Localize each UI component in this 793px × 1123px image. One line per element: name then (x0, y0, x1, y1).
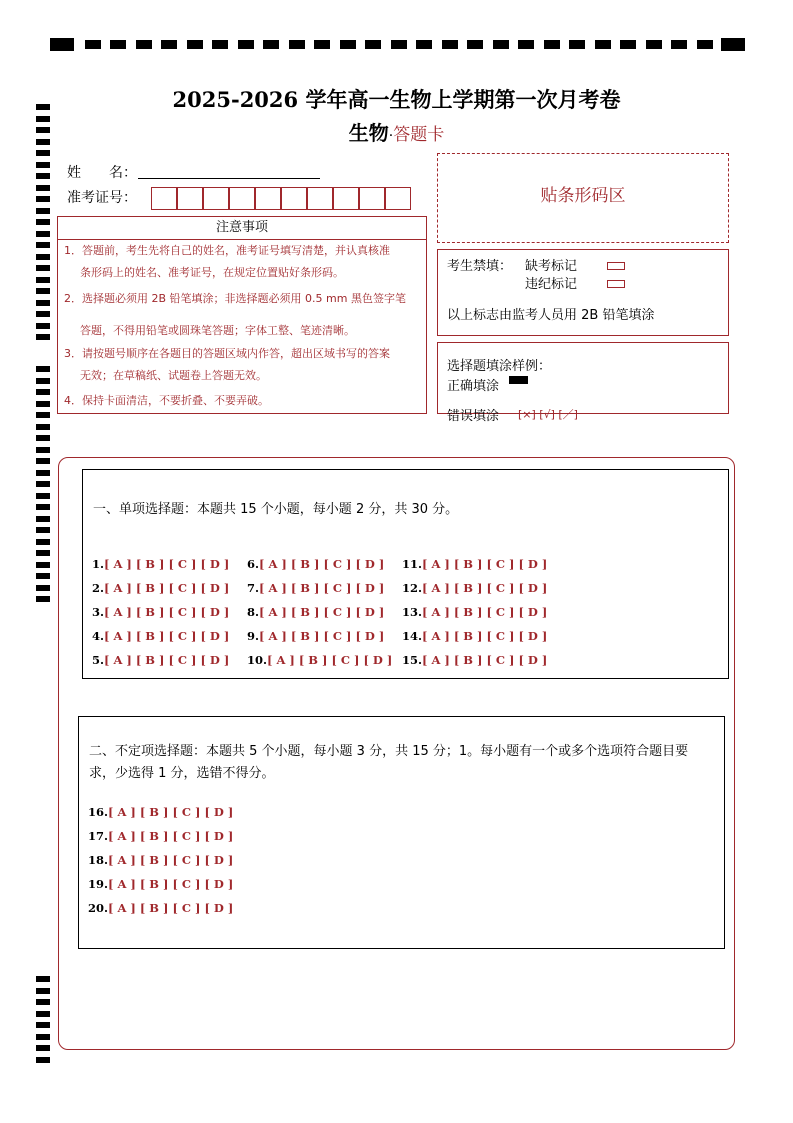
timing-mark (671, 40, 687, 49)
id-digit-cell[interactable] (359, 187, 385, 210)
answer-bubbles[interactable]: [ A ] [ B ] [ C ] [ D ] (259, 605, 385, 619)
question-options[interactable] (88, 853, 233, 867)
timing-mark (36, 196, 50, 202)
timing-mark (36, 412, 50, 418)
timing-mark (36, 493, 50, 499)
question-number: 4. (92, 629, 105, 643)
answer-bubbles[interactable]: [ A ] [ B ] [ C ] [ D ] (108, 853, 234, 867)
question-number: 10. (247, 653, 268, 667)
question-number: 8. (247, 605, 260, 619)
question-options[interactable] (247, 557, 384, 571)
question-options[interactable] (402, 653, 547, 667)
timing-mark (136, 40, 152, 49)
question-options[interactable] (88, 805, 233, 819)
timing-mark (36, 219, 50, 225)
question-options[interactable] (88, 877, 233, 891)
question-options[interactable] (88, 901, 233, 915)
proctor-marks-box (437, 249, 729, 336)
timing-mark (263, 40, 279, 49)
timing-mark (36, 173, 50, 179)
name-field[interactable] (138, 178, 320, 179)
timing-mark (110, 40, 126, 49)
timing-mark (36, 435, 50, 441)
timing-mark (544, 40, 560, 49)
section1-title: 一、单项选择题：本题共 15 个小题，每小题 2 分，共 30 分。 (93, 502, 459, 517)
notice-item: 答题，不得用铅笔或圆珠笔答题；字体工整、笔迹清晰。 (80, 324, 355, 337)
question-number: 16. (88, 805, 109, 819)
timing-mark (36, 389, 50, 395)
answer-bubbles[interactable]: [ A ] [ B ] [ C ] [ D ] (259, 557, 385, 571)
violation-mark-label: 违纪标记 (525, 277, 578, 292)
timing-mark (212, 40, 228, 49)
timing-mark (36, 277, 50, 283)
id-label: 准考证号： (67, 190, 137, 206)
timing-mark (161, 40, 177, 49)
timing-mark (36, 988, 50, 994)
question-number: 5. (92, 653, 105, 667)
timing-mark (442, 40, 458, 49)
notice-item: 4．保持卡面清洁，不要折叠、不要弄破。 (64, 394, 269, 407)
timing-mark (36, 458, 50, 464)
notice-heading: 注意事项 (58, 217, 426, 240)
question-number: 7. (247, 581, 260, 595)
question-number: 17. (88, 829, 109, 843)
absent-mark-label: 缺考标记 (525, 259, 578, 274)
answer-bubbles[interactable]: [ A ] [ B ] [ C ] [ D ] (108, 805, 234, 819)
timing-mark (36, 481, 50, 487)
absent-mark-box[interactable] (607, 262, 625, 270)
timing-mark (36, 401, 50, 407)
timing-mark (36, 323, 50, 329)
question-number: 2. (92, 581, 105, 595)
question-options[interactable] (402, 557, 547, 571)
violation-mark-box[interactable] (607, 280, 625, 288)
timing-mark (697, 40, 713, 49)
question-number: 19. (88, 877, 109, 891)
timing-mark (518, 40, 534, 49)
question-options[interactable] (247, 605, 384, 619)
timing-mark (85, 40, 101, 49)
answer-bubbles[interactable]: [ A ] [ B ] [ C ] [ D ] (267, 653, 393, 667)
notice-item: 1．答题前，考生先将自己的姓名，准考证号填写清楚，并认真核准 (64, 244, 390, 257)
question-number: 15. (402, 653, 423, 667)
answer-bubbles[interactable]: [ A ] [ B ] [ C ] [ D ] (104, 557, 230, 571)
page-title: 2025-2026 学年高一生物上学期第一次月考卷 (172, 87, 621, 112)
timing-mark (36, 550, 50, 556)
subtitle (0, 117, 793, 146)
notice-item: 无效；在草稿纸、试题卷上答题无效。 (80, 369, 267, 382)
question-options[interactable] (92, 605, 229, 619)
answer-bubbles[interactable]: [ A ] [ B ] [ C ] [ D ] (104, 653, 230, 667)
id-digit-cell[interactable] (203, 187, 229, 210)
timing-mark (36, 366, 50, 372)
barcode-area[interactable]: 贴条形码区 (437, 153, 729, 243)
subtitle-dot: · (388, 128, 394, 144)
timing-mark (340, 40, 356, 49)
question-number: 20. (88, 901, 109, 915)
question-options[interactable] (88, 829, 233, 843)
timing-mark (36, 504, 50, 510)
timing-mark (493, 40, 509, 49)
timing-mark (36, 311, 50, 317)
timing-mark (36, 976, 50, 982)
section-multi-choice (78, 716, 725, 949)
question-number: 11. (402, 557, 423, 571)
timing-mark (595, 40, 611, 49)
answer-bubbles[interactable]: [ A ] [ B ] [ C ] [ D ] (422, 581, 548, 595)
id-digit-cell[interactable] (281, 187, 307, 210)
answer-bubbles[interactable]: [ A ] [ B ] [ C ] [ D ] (422, 557, 548, 571)
card-label: 答题卡 (393, 125, 445, 145)
timing-mark (36, 208, 50, 214)
question-options[interactable] (402, 605, 547, 619)
question-options[interactable] (92, 629, 229, 643)
question-number: 9. (247, 629, 260, 643)
notice-item: 条形码上的姓名、准考证号，在规定位置贴好条形码。 (80, 266, 344, 279)
timing-mark (36, 596, 50, 602)
answer-bubbles[interactable]: [ A ] [ B ] [ C ] [ D ] (108, 901, 234, 915)
question-options[interactable] (402, 629, 547, 643)
timing-mark (36, 573, 50, 579)
timing-mark (36, 447, 50, 453)
question-options[interactable] (92, 653, 229, 667)
correct-fill-label: 正确填涂 (447, 379, 500, 394)
timing-mark (36, 254, 50, 260)
timing-mark (36, 527, 50, 533)
answer-bubbles[interactable]: [ A ] [ B ] [ C ] [ D ] (104, 605, 230, 619)
answer-bubbles[interactable]: [ A ] [ B ] [ C ] [ D ] (108, 829, 234, 843)
section2-title-line1: 二、不定项选择题：本题共 5 个小题，每小题 3 分，共 15 分；1。每小题有一个或多个选项符合题目要 (89, 744, 689, 759)
question-options[interactable] (247, 629, 384, 643)
id-digit-cell[interactable] (151, 187, 177, 210)
timing-mark (36, 150, 50, 156)
timing-mark (314, 40, 330, 49)
answer-bubbles[interactable]: [ A ] [ B ] [ C ] [ D ] (104, 581, 230, 595)
timing-mark (36, 516, 50, 522)
timing-mark (365, 40, 381, 49)
timing-mark (36, 562, 50, 568)
question-number: 12. (402, 581, 423, 595)
answer-bubbles[interactable]: [ A ] [ B ] [ C ] [ D ] (422, 653, 548, 667)
timing-mark (36, 585, 50, 591)
id-digit-cell[interactable] (255, 187, 281, 210)
timing-mark (36, 999, 50, 1005)
question-number: 3. (92, 605, 105, 619)
timing-mark (36, 424, 50, 430)
timing-mark (36, 1045, 50, 1051)
timing-mark (416, 40, 432, 49)
timing-mark (36, 300, 50, 306)
id-digit-cell[interactable] (229, 187, 255, 210)
question-options[interactable] (247, 581, 384, 595)
timing-mark (36, 1057, 50, 1063)
id-digit-cell[interactable] (385, 187, 411, 210)
id-digit-cell[interactable] (177, 187, 203, 210)
timing-mark (391, 40, 407, 49)
timing-mark (36, 378, 50, 384)
timing-mark (620, 40, 636, 49)
question-options[interactable] (92, 581, 229, 595)
id-digit-cell[interactable] (307, 187, 333, 210)
subject-name: 生物 (348, 121, 389, 145)
timing-mark (36, 470, 50, 476)
notice-item: 3．请按题号顺序在各题目的答题区域内作答，超出区域书写的答案 (64, 347, 390, 360)
notice-item: 2．选择题必须用 2B 铅笔填涂；非选择题必须用 0.5 mm 黑色签字笔 (64, 292, 406, 305)
answer-bubbles[interactable]: [ A ] [ B ] [ C ] [ D ] (104, 629, 230, 643)
timing-mark (569, 40, 585, 49)
answer-bubbles[interactable]: [ A ] [ B ] [ C ] [ D ] (259, 629, 385, 643)
proctor-note: 以上标志由监考人员用 2B 铅笔填涂 (447, 308, 655, 323)
wrong-fill-examples: [×] [√] [／] (518, 408, 578, 421)
answer-bubbles[interactable]: [ A ] [ B ] [ C ] [ D ] (108, 877, 234, 891)
fill-sample-box (437, 342, 729, 424)
timing-mark (36, 265, 50, 271)
question-number: 1. (92, 557, 105, 571)
timing-mark (36, 288, 50, 294)
timing-mark (36, 1022, 50, 1028)
question-number: 13. (402, 605, 423, 619)
timing-mark (50, 38, 74, 51)
wrong-fill-label: 错误填涂 (447, 409, 500, 424)
timing-mark (36, 162, 50, 168)
question-options[interactable] (92, 557, 229, 571)
forbidden-label: 考生禁填： (447, 259, 513, 274)
section-single-choice (82, 469, 729, 679)
timing-mark (721, 38, 745, 51)
timing-mark (36, 185, 50, 191)
name-label: 姓 名： (67, 165, 137, 181)
id-digit-cell[interactable] (333, 187, 359, 210)
answer-bubbles[interactable]: [ A ] [ B ] [ C ] [ D ] (259, 581, 385, 595)
question-options[interactable] (402, 581, 547, 595)
answer-bubbles[interactable]: [ A ] [ B ] [ C ] [ D ] (422, 629, 548, 643)
answer-bubbles[interactable]: [ A ] [ B ] [ C ] [ D ] (422, 605, 548, 619)
question-number: 18. (88, 853, 109, 867)
timing-mark (36, 334, 50, 340)
timing-mark (36, 231, 50, 237)
timing-mark (646, 40, 662, 49)
section2-title-line2: 求，少选得 1 分，选错不得分。 (89, 766, 275, 781)
correct-fill-example (509, 376, 528, 384)
timing-mark (36, 242, 50, 248)
timing-mark (289, 40, 305, 49)
timing-mark (36, 1011, 50, 1017)
fill-sample-label: 选择题填涂样例： (447, 359, 552, 374)
notice-box (57, 216, 427, 414)
timing-mark (467, 40, 483, 49)
timing-mark (187, 40, 203, 49)
timing-mark (36, 539, 50, 545)
question-number: 14. (402, 629, 423, 643)
question-options[interactable] (247, 653, 392, 667)
timing-mark (238, 40, 254, 49)
question-number: 6. (247, 557, 260, 571)
timing-mark (36, 1034, 50, 1040)
